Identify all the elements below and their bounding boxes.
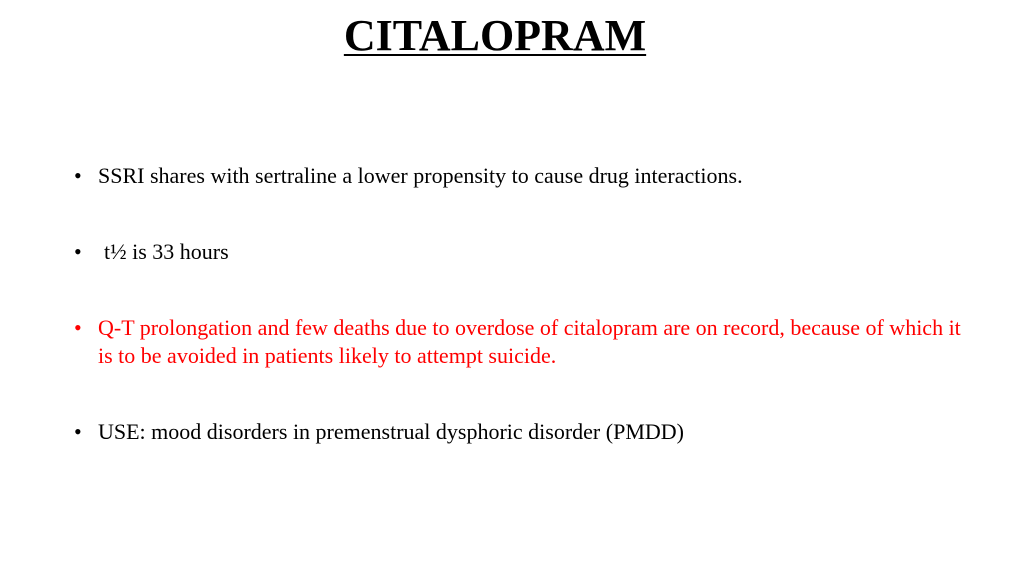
bullet-item-ssri <box>74 162 974 190</box>
bullet-icon: • <box>74 163 82 188</box>
bullet-item-use <box>74 418 974 446</box>
bullet-list <box>74 162 974 494</box>
bullet-icon: • <box>74 239 82 264</box>
bullet-text: SSRI shares with sertraline a lower propensity to cause drug interactions. <box>98 163 743 188</box>
bullet-icon: • <box>74 419 82 444</box>
bullet-text: USE: mood disorders in premenstrual dysphoric disorder (PMDD) <box>98 419 684 444</box>
bullet-item-half-life <box>74 238 974 266</box>
slide-title: CITALOPRAM <box>343 11 647 60</box>
bullet-text: t½ is 33 hours <box>104 239 229 264</box>
bullet-icon: • <box>74 315 82 340</box>
bullet-text: Q-T prolongation and few deaths due to overdose of citalopram are on record, because of which it is to be avoided in patients likely to attempt suicide. <box>98 315 961 368</box>
bullet-item-qt-prolongation <box>74 314 974 370</box>
